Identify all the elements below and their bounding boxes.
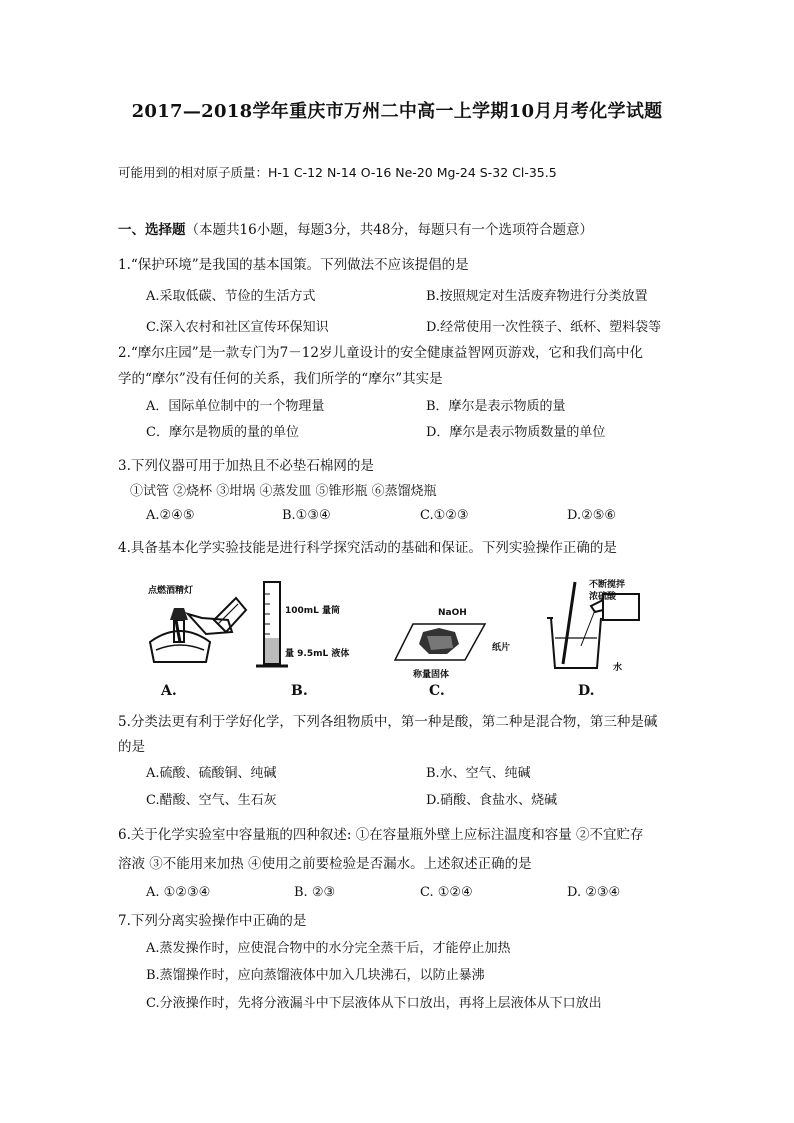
figure-b-graduated-cylinder	[254, 578, 294, 674]
q1-option-c: C.深入农村和社区宣传环保知识	[146, 320, 329, 335]
q2-option-b: B．摩尔是表示物质的量	[426, 399, 566, 414]
q5-option-c: C.醋酸、空气、生石灰	[146, 793, 277, 808]
q7-option-b: B.蒸馏操作时，应向蒸馏液体中加入几块沸石，以防止暴沸	[146, 968, 485, 983]
q6-stem-line2: 溶液 ③不能用来加热 ④使用之前要检验是否漏水。上述叙述正确的是	[118, 856, 532, 872]
q6-stem-line1: 6.关于化学实验室中容量瓶的四种叙述: ①在容量瓶外壁上应标注温度和容量 ②不宜贮存	[118, 827, 644, 843]
q1-option-a: A.采取低碳、节俭的生活方式	[146, 289, 316, 304]
q5-option-b: B.水、空气、纯碱	[426, 766, 531, 781]
section-heading	[118, 218, 593, 238]
q6-option-d: D. ②③④	[567, 885, 621, 900]
q3-option-b: B.①③④	[282, 508, 331, 523]
q5-option-a: A.硫酸、硫酸铜、纯碱	[146, 766, 277, 781]
q2-stem-line1: 2.“摩尔庄园”是一款专门为7－12岁儿童设计的安全健康益智网页游戏，它和我们高中化	[118, 345, 643, 361]
figure-d-label: D.	[578, 683, 595, 699]
q7-option-a: A.蒸发操作时，应使混合物中的水分完全蒸干后，才能停止加热	[146, 941, 511, 956]
figure-d-caption-acid: 浓硫酸	[589, 592, 617, 602]
q6-option-b: B. ②③	[294, 885, 336, 900]
q4-stem: 4.具备基本化学实验技能是进行科学探究活动的基础和保证。下列实验操作正确的是	[118, 540, 617, 556]
q2-option-a: A．国际单位制中的一个物理量	[146, 399, 325, 414]
q3-option-c: C.①②③	[420, 508, 469, 523]
figure-c-caption-naoh: NaOH	[438, 608, 467, 618]
q5-option-d: D.硝酸、食盐水、烧碱	[426, 793, 558, 808]
q6-option-c: C. ①②④	[420, 885, 473, 900]
figure-d-caption-stir: 不断搅拌	[589, 580, 626, 590]
figure-a-caption: 点燃酒精灯	[148, 586, 194, 596]
q1-option-b: B.按照规定对生活废弃物进行分类放置	[426, 289, 648, 304]
figure-c-caption-paper: 纸片	[492, 643, 511, 653]
q1-stem: 1.“保护环境”是我国的基本国策。下列做法不应该提倡的是	[118, 257, 469, 273]
figure-a-label: A.	[161, 683, 177, 699]
q7-stem: 7.下列分离实验操作中正确的是	[118, 913, 307, 929]
q3-option-d: D.②⑤⑥	[567, 508, 617, 523]
q5-stem-line1: 5.分类法更有利于学好化学，下列各组物质中，第一种是酸，第二种是混合物，第三种是碱	[118, 714, 658, 730]
q3-items: ①试管 ②烧杯 ③坩埚 ④蒸发皿 ⑤锥形瓶 ⑥蒸馏烧瓶	[130, 484, 437, 499]
page-title: 2017—2018学年重庆市万州二中高一上学期10月月考化学试题	[131, 101, 663, 122]
q2-option-c: C．摩尔是物质的量的单位	[146, 425, 299, 440]
figure-c-weighing-paper	[393, 620, 488, 665]
figure-c-caption-weigh: 称量固体	[413, 670, 450, 680]
q7-option-c: C.分液操作时，先将分液漏斗中下层液体从下口放出，再将上层液体从下口放出	[146, 996, 602, 1011]
figure-b-caption-1: 100mL 量筒	[285, 606, 341, 616]
figure-c-label: C.	[429, 683, 445, 699]
figure-b-label: B.	[291, 683, 308, 699]
q1-option-d: D.经常使用一次性筷子、纸杯、塑料袋等	[426, 320, 662, 335]
q2-stem-line2: 学的“摩尔”没有任何的关系，我们所学的“摩尔”其实是	[118, 371, 443, 387]
figure-b-caption-2: 量 9.5mL 液体	[285, 649, 350, 659]
section-note: （本题共16小题，每题3分，共48分，每题只有一个选项符合题意）	[185, 222, 593, 238]
q3-stem: 3.下列仪器可用于加热且不必垫石棉网的是	[118, 458, 374, 474]
section-title: 一、选择题	[118, 222, 186, 238]
q5-stem-line2: 的是	[118, 739, 145, 755]
q2-option-d: D．摩尔是表示物质数量的单位	[426, 425, 606, 440]
q6-option-a: A. ①②③④	[146, 885, 211, 900]
figure-d-caption-water: 水	[613, 663, 623, 673]
atomic-masses: 可能用到的相对原子质量：H-1 C-12 N-14 O-16 Ne-20 Mg-24 S-32 Cl-35.5	[118, 165, 557, 180]
q3-option-a: A.②④⑤	[146, 508, 195, 523]
